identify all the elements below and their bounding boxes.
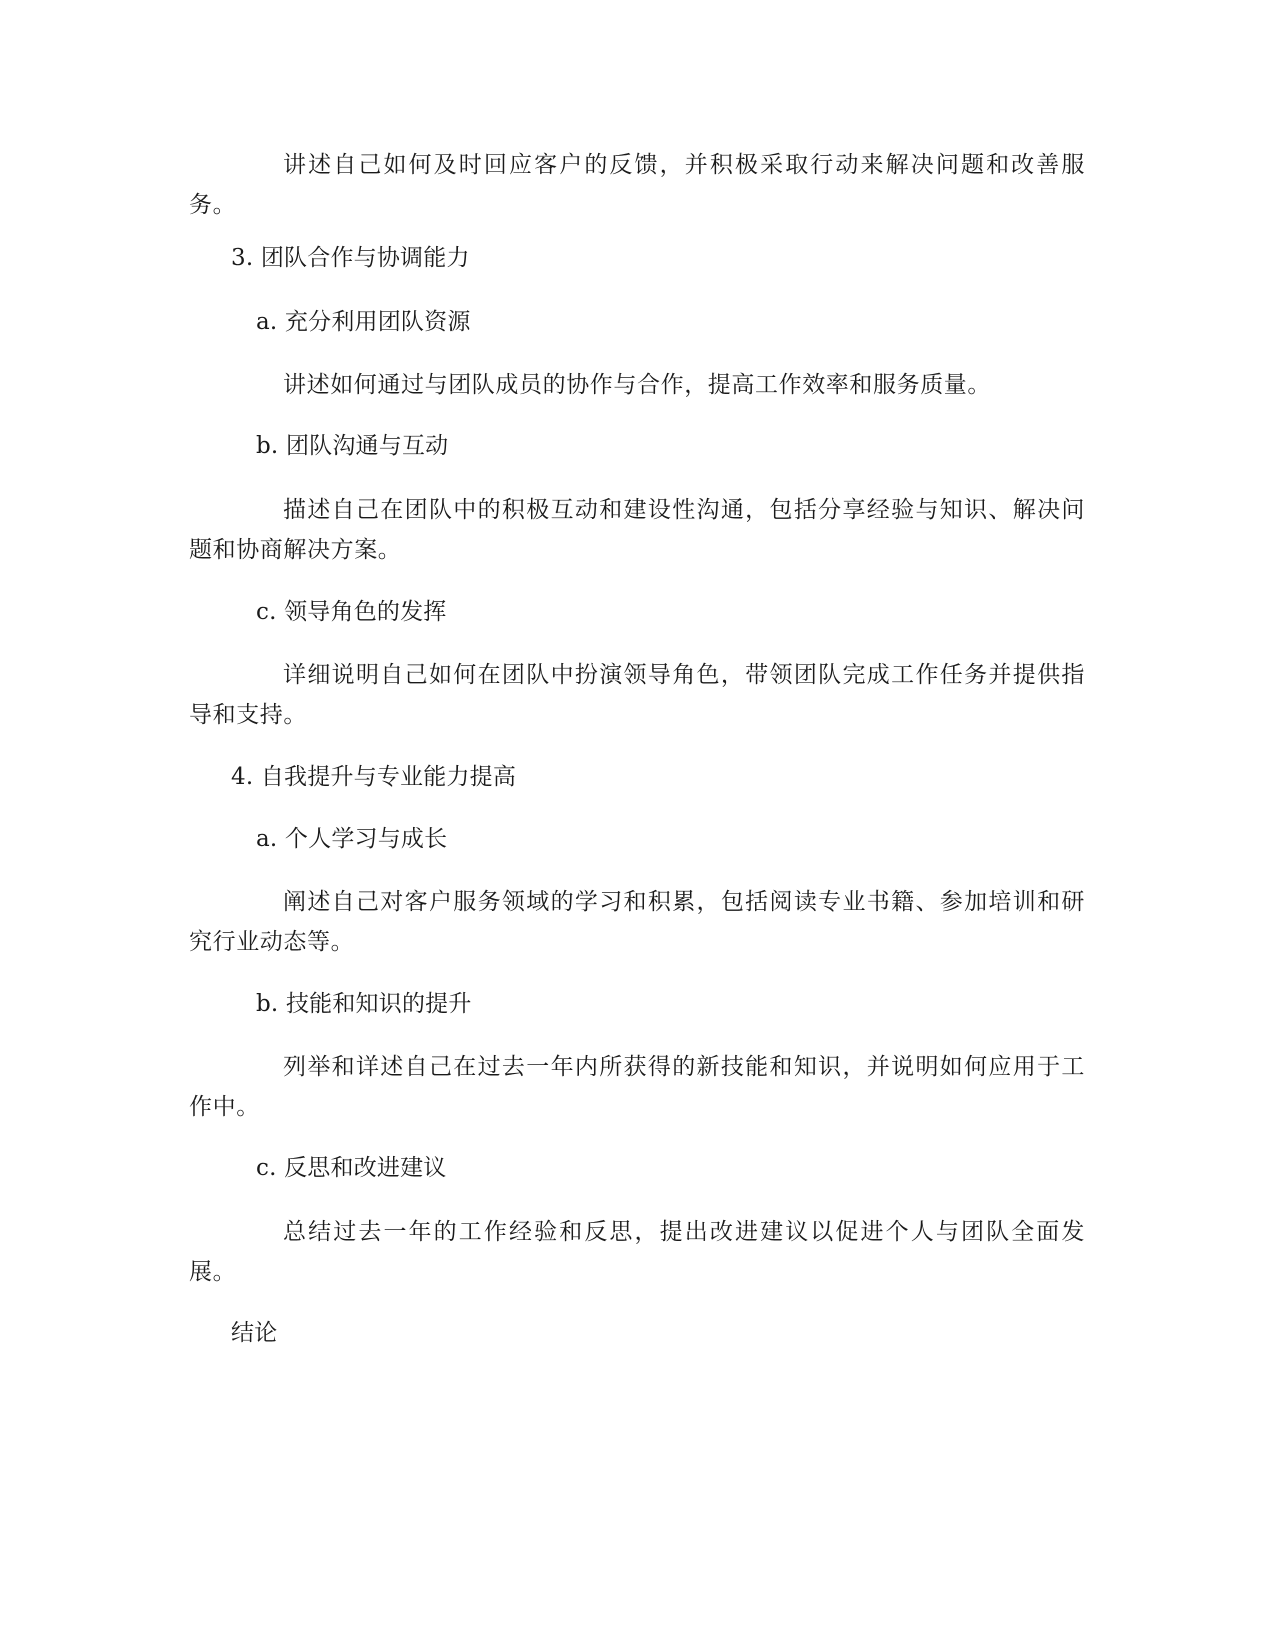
section-4b-heading: b. 技能和知识的提升 (256, 991, 472, 1017)
section-4b-text: 列举和详述自己在过去一年内所获得的新技能和知识，并说明如何应用于工作中。 (189, 1054, 1085, 1120)
section-3a-heading: a. 充分利用团队资源 (256, 309, 471, 335)
section-4-heading: 4. 自我提升与专业能力提高 (231, 764, 517, 790)
section-3b-text: 描述自己在团队中的积极互动和建设性沟通，包括分享经验与知识、解决问题和协商解决方案。 (189, 497, 1085, 563)
section-3c-heading: c. 领导角色的发挥 (256, 599, 447, 625)
section-4c-text: 总结过去一年的工作经验和反思，提出改进建议以促进个人与团队全面发展。 (189, 1219, 1085, 1285)
section-3c-text: 详细说明自己如何在团队中扮演领导角色，带领团队完成工作任务并提供指导和支持。 (189, 662, 1085, 728)
conclusion-heading: 结论 (231, 1320, 278, 1346)
section-3-heading: 3. 团队合作与协调能力 (231, 245, 470, 271)
section-3a-text: 讲述如何通过与团队成员的协作与合作，提高工作效率和服务质量。 (283, 372, 991, 398)
section-3b-heading: b. 团队沟通与互动 (256, 433, 449, 459)
section-4a-text: 阐述自己对客户服务领域的学习和积累，包括阅读专业书籍、参加培训和研究行业动态等。 (189, 889, 1085, 955)
section-4a-heading: a. 个人学习与成长 (256, 826, 448, 852)
section-4c-heading: c. 反思和改进建议 (256, 1155, 447, 1181)
paragraph-customer-feedback: 讲述自己如何及时回应客户的反馈，并积极采取行动来解决问题和改善服务。 (189, 152, 1085, 218)
